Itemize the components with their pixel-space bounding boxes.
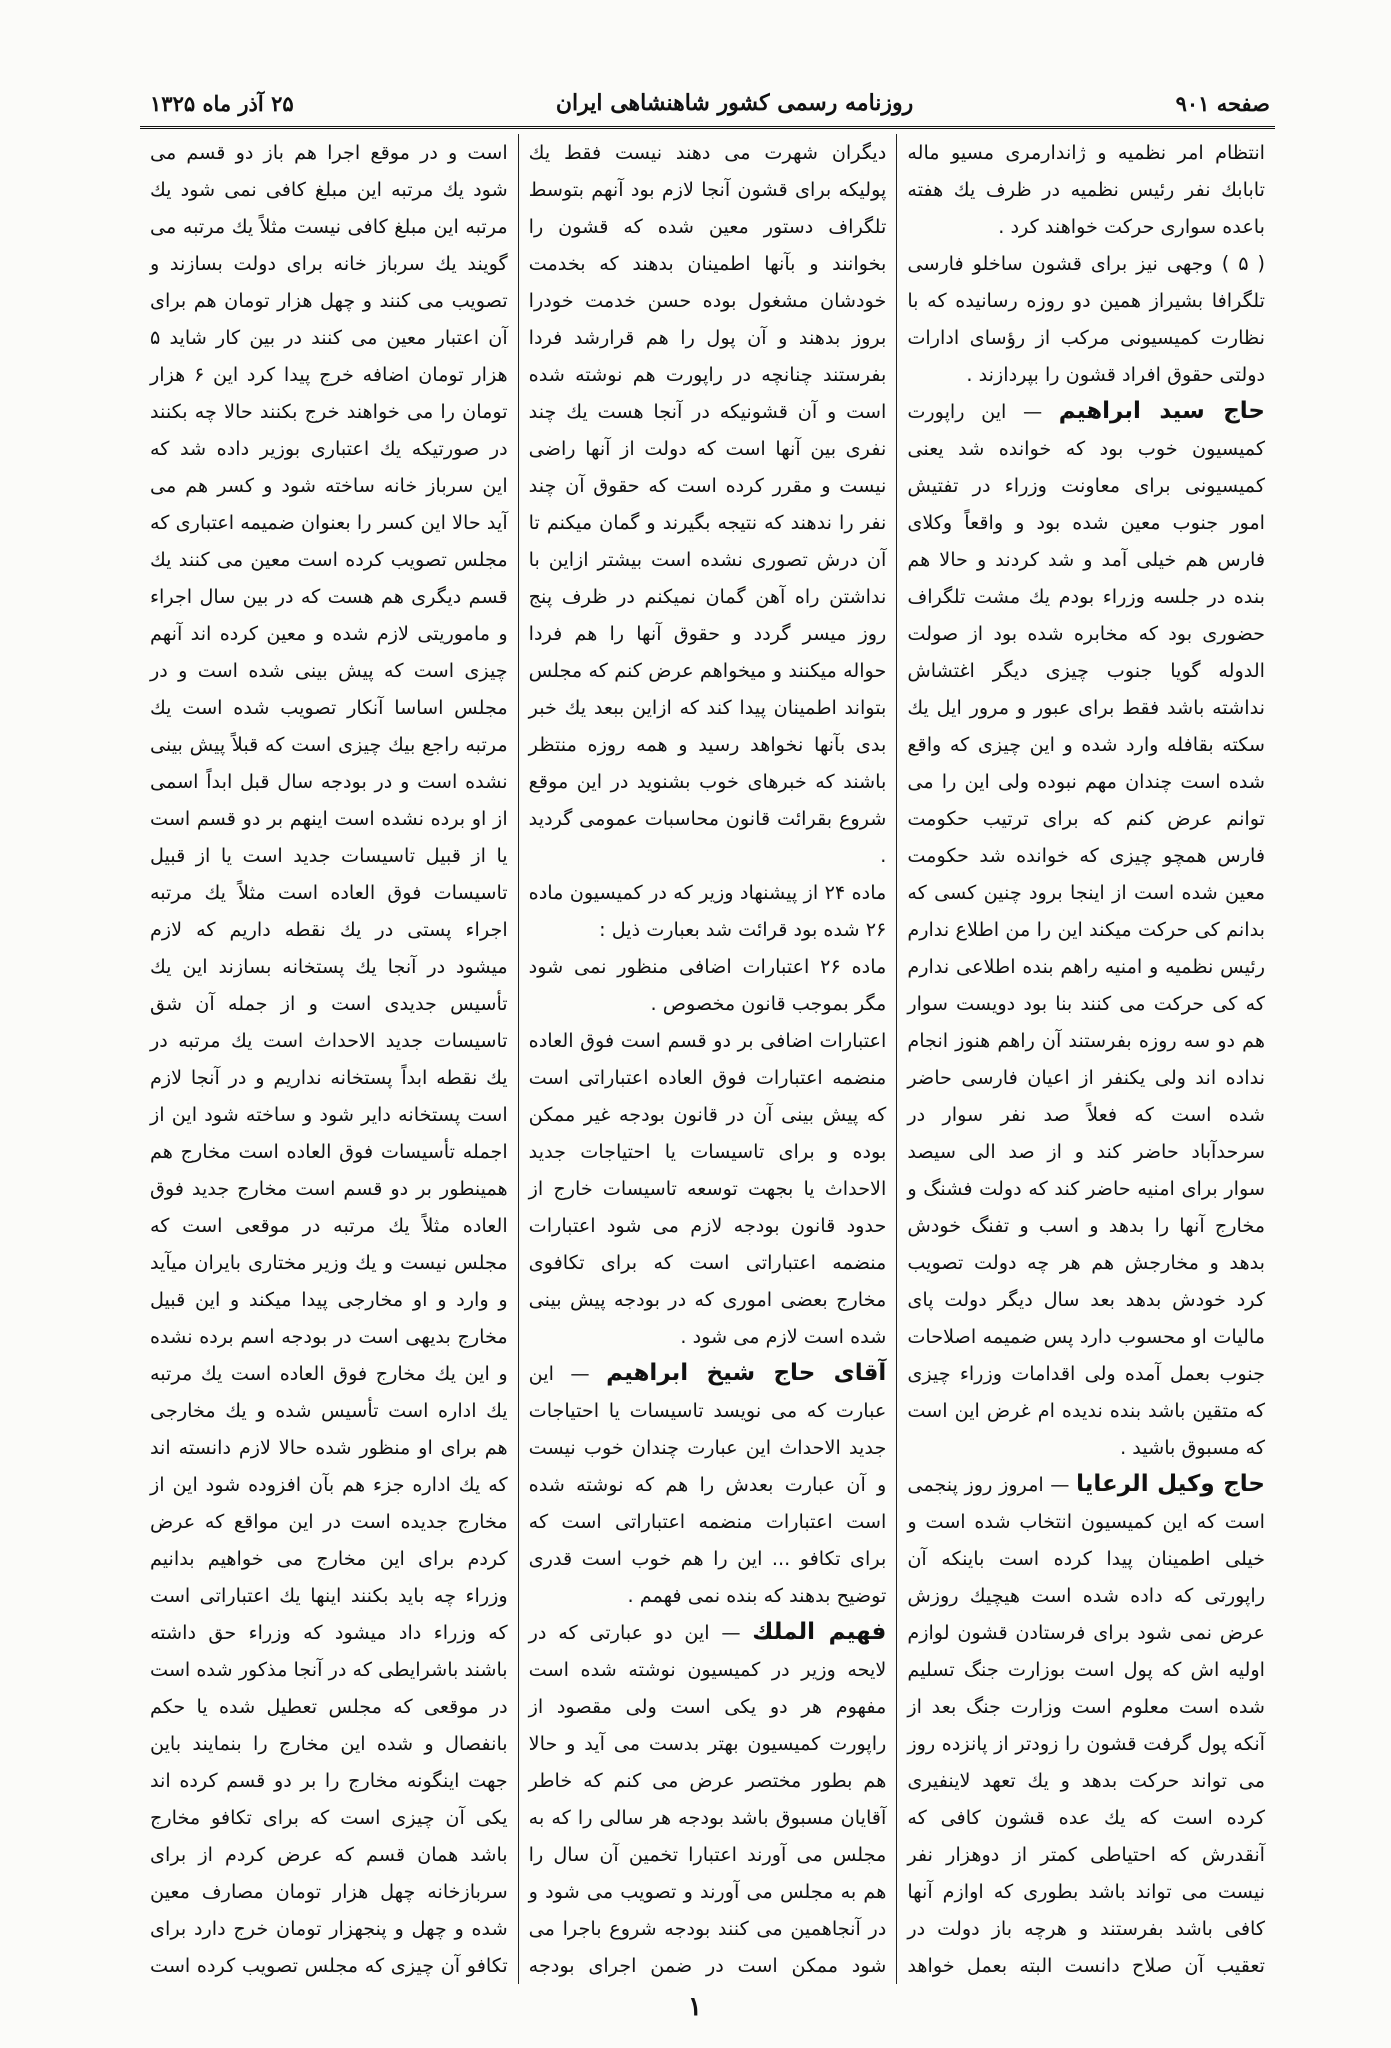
speaker-paragraph — [529, 1614, 887, 1984]
paragraph: دیگران شهرت می دهند نیست فقط یك پولیکه برای قشون آنجا لازم بود آنهم بتوسط تلگراف دستور معین شده که قشون را بخوانند و بآنها اطمینان بدهند که بخدمت خودشان مشغول بوده حسن خدمت خودرا بروز بدهند و آن پول را هم قرارشد فردا بفرستند چنانچه در راپورت هم نوشته شده است و آن قشونیکه در آنجا هست یك چند نفری بین آنها است که دولت از آنها راضی نیست و مقرر کرده است که حقوق آن چند نفر را ندهند که نتیجه بگیرند و گمان میکنم تا آن درش تصوری نشده است بیشتر ازاین با نداشتن راه آهن گمان نمیکنم در ظرف پنج روز میسر گردد و حقوق آنها را هم فردا حواله میکنند و میخواهم عرض کنم که مجلس بتواند اطمینان پیدا کند که ازاین ببعد یك خبر بدی بآنها نخواهد رسید و همه روزه منتظر باشند که خبرهای خوب بشنوید در این موقع شروع بقرائت قانون محاسبات عمومی گردید . — [528, 141, 887, 867]
paragraph: است و در موقع اجرا هم باز دو قسم می شود یك مرتبه این مبلغ کافی نمی شود یك مرتبه این مبلغ کافی نیست مثلاً یك مرتبه می گویند یك سرباز خانه برای دولت بسازند و تصویب می کنند و چهل هزار تومان هم برای آن اعتبار معین می کنند در بین کار شاید ۵ هزار تومان اضافه خرج پیدا کرد این ۶ هزار تومان را می خواهند خرج بکنند حالا چه بکنند در صورتیکه یك اعتباری بوزیر داده شد که این سرباز خانه ساخته شود و کسر هم می آید حالا این کسر را بعنوان ضمیمه اعتباری که مجلس تصویب کرده است معین می کنند یك قسم دیگری هم هست که در بین سال اجراء و ماموریتی لازم شده و معین کرده اند آنهم چیزی است که پیش بینی شده است و در مجلس اساسا آنکار تصویب شده است یك مرتبه راجع بیك چیزی است که قبلاً پیش بینی نشده است و در بودجه سال قبل ابداً اسمی از او برده نشده است اینهم بر دو قسم است یا از قبیل تاسیسات جدید است یا از قبیل تاسیسات فوق العاده است مثلاً یك مرتبه اجراء پستی در یك نقطه داریم که لازم میشود در آنجا یك پستخانه بسازند این یك تأسیس جدیدی است و از جمله آن شق تاسیسات جدید الاحداث است یك مرتبه در یك نقطه ابداً پستخانه نداریم و در آنجا لازم است پستخانه دایر شود و ساخته شود این از اجمله تأسیسات فوق العاده است مخارج هم همینطور بر دو قسم است مخارج جدید فوق العاده مثلاً یك مرتبه در موقعی است که مجلس نیست و یك وزیر مختاری بایران میآید و وارد و او مخارجی پیدا میکند و این قبیل مخارج بدیهی است در بودجه اسم برده نشده و این یك مخارج فوق العاده است یك مرتبه یك اداره است تأسیس شده و یك مخارجی هم برای او منظور شده حالا لازم دانسته اند که یك اداره جزء هم بآن افزوده شود این از مخارج جدیده است در این مواقع که عرض کردم برای این مخارج می خواهیم بدانیم وزراء چه باید بکنند اینها یك اعتباراتی است که وزراء داد میشود که وزراء حق داشته باشند باشرایطی که در آنجا مذکور شده است در موقعی که مجلس تعطیل شده یا حکم بانفصال و شده این مخارج را بنمایند باین جهت اینگونه مخارج را بر دو قسم کرده اند یکی آن چیزی است که برای تکافو مخارج باشد همان قسم که عرض کردم از برای سربازخانه چهل هزار تومان مصارف معین شده و چهل و پنجهزار تومان خرج دارد برای تکافو آن چیزی که مجلس تصویب کرده است — [149, 141, 508, 1977]
speaker-heading: حاج سید ابراهیم — [1058, 398, 1265, 424]
column-middle — [519, 134, 898, 1984]
column-right — [897, 134, 1275, 1984]
paragraph: ماده ۲۶ اعتبارات اضافی منظور نمی شود مگر بموجب قانون مخصوص . — [528, 955, 887, 1015]
article-columns — [140, 134, 1275, 1984]
paragraph: اعتبارات اضافی بر دو قسم است فوق العاده منضمه اعتبارات فوق العاده اعتباراتی است که پیش بینی آن در قانون بودجه غیر ممکن بوده و برای تاسیسات یا احتیاجات جدید الاحداث یا بجهت توسعه تاسیسات خارج از حدود قانون بودجه لازم می شود اعتبارات منضمه اعتباراتی است که برای تکافوی مخارج بعضی اموری که در بودجه پیش بینی شده است لازم می شود . — [528, 1029, 887, 1348]
page-header — [150, 86, 1270, 120]
speaker-heading: فهیم الملك — [752, 1619, 887, 1645]
speaker-paragraph — [907, 1466, 1265, 1984]
page-number: ۱ — [688, 1992, 702, 2022]
header-title: روزنامه رسمی کشور شاهنشاهی ایران — [555, 90, 914, 116]
paragraph: ( ۵ ) وجهی نیز برای قشون ساخلو فارسی تلگرافا بشیراز همین دو روزه رسانیده که با نظارت کمیسیونی مرکب از رؤسای ادارات دولتی حقوق افراد قشون را بپردازند . — [907, 252, 1265, 386]
paragraph: انتظام امر نظمیه و ژاندارمری مسیو ماله تابابك نفر رئیس نظمیه در ظرف یك هفته باعده سواری حرکت خواهند کرد . — [907, 141, 1265, 238]
header-page-label: صفحه ۹۰۱ — [1175, 90, 1270, 116]
paragraph: ماده ۲۴ از پیشنهاد وزیر که در کمیسیون ماده ۲۶ شده بود قرائت شد بعبارت ذیل : — [528, 881, 887, 941]
speech-text: — امروز روز پنجمی است که این کمیسیون انتخاب شده است و خیلی اطمینان پیدا کرده است باینکه آن راپورتی که داده شده است هیچیك روزش عرض نمی شود برای فرستادن قشون لوازم اولیه اش که پول است بوزارت جنگ تسلیم شده است معلوم است وزارت جنگ بعد از آنکه پول گرفت قشون را زودتر از پانزده روز می تواند حرکت بدهد و یك تعهد لاینفیری کرده است که یك عده قشون کافی که آنقدرش که احتیاطی کمتر از دوهزار نفر نیست می تواند باشد بطوری که اوازم آنها کافی باشد بفرستند و هرچه باز دولت در تعقیب آن صلاح دانست البته بعمل خواهد — [907, 1473, 1265, 1977]
header-date: ۲۵ آذر ماه ۱۳۲۵ — [150, 90, 294, 116]
speech-text: — این راپورت کمیسیون خوب بود که خوانده شد یعنی کمیسیونی برای معاونت وزراء در تفتیش امور جنوب معین شده بود و واقعاً وکلای فارس هم خیلی آمد و شد کردند و حالا هم بنده در جلسه وزراء بودم یك مشت تلگراف حضوری بود که مخابره شده بود از صولت الدوله گویا جنوب چیزی دیگر اغتشاش نداشته باشد فقط برای عبور و مرور ایل یك سکته بقافله وارد شده و این چیزی که واقع شده است چندان مهم نبوده ولی این را می توانم عرض کنم که برای ترتیب حکومت فارس همچو چیزی که خوانده شد حکومت معین شده است از اینجا برود چنین کسی که بدانم کی حرکت میکند این را من اطلاع ندارم رئیس نظمیه و امنیه راهم بنده اطلاعی ندارم که کی حرکت می کنند بنا بود دویست سوار هم دو سه روزه بفرستند آن راهم هنوز انجام نداده اند ولی یکنفر از اعیان فارسی حاضر شده است که فعلاً صد نفر سوار در سرحدآباد حاضر کند و از صد الی سیصد سوار برای امنیه حاضر کند که دولت فشنگ و مخارج آنها را بدهد و اسب و تفنگ خودش بدهد و مخارجش هم هر چه دولت تصویب کرد خودش بدهد بعد سال دیگر دولت پای مالیات او محسوب دارد پس ضمیمه اصلاحات جنوب بعمل آمده ولی اقدامات وزراء چیزی که متقین باشد بنده ندیده ام غرض این است که مسبوق باشید . — [907, 400, 1265, 1459]
speaker-paragraph — [529, 1355, 887, 1614]
speaker-heading: آقای حاج شیخ ابراهیم — [606, 1360, 887, 1386]
speaker-heading: حاج وکیل الرعایا — [1076, 1471, 1265, 1497]
speech-text: — این عبارت که می نویسد تاسیسات یا احتیاجات جدید الاحداث این عبارت چندان خوب نیست و آن عبارت بعدش را هم که نوشته شده است اعتبارات منضمه اعتباراتی است که برای تکافو ... این را هم خوب است قدری توضیح بدهند که بنده نمی فهمم . — [528, 1362, 887, 1607]
speaker-paragraph — [907, 393, 1265, 1466]
column-left — [140, 134, 519, 1984]
header-rule — [140, 126, 1275, 129]
speech-text: — این دو عبارتی که در لایحه وزیر در کمیسیون نوشته شده است مفهوم هر دو یکی است ولی مقصود از راپورت کمیسیون بهتر بدست می آید و حالا هم بطور مختصر عرض می کنم که خاطر آقایان مسبوق باشد بودجه هر سالی را که به مجلس می آورند اعتبارا تخمین آن سال را هم به مجلس می آورند و تصویب می شود و در آنجاهمین می کنند بودجه شروع باجرا می شود ممکن است در ضمن اجرای بودجه — [528, 1621, 887, 1977]
